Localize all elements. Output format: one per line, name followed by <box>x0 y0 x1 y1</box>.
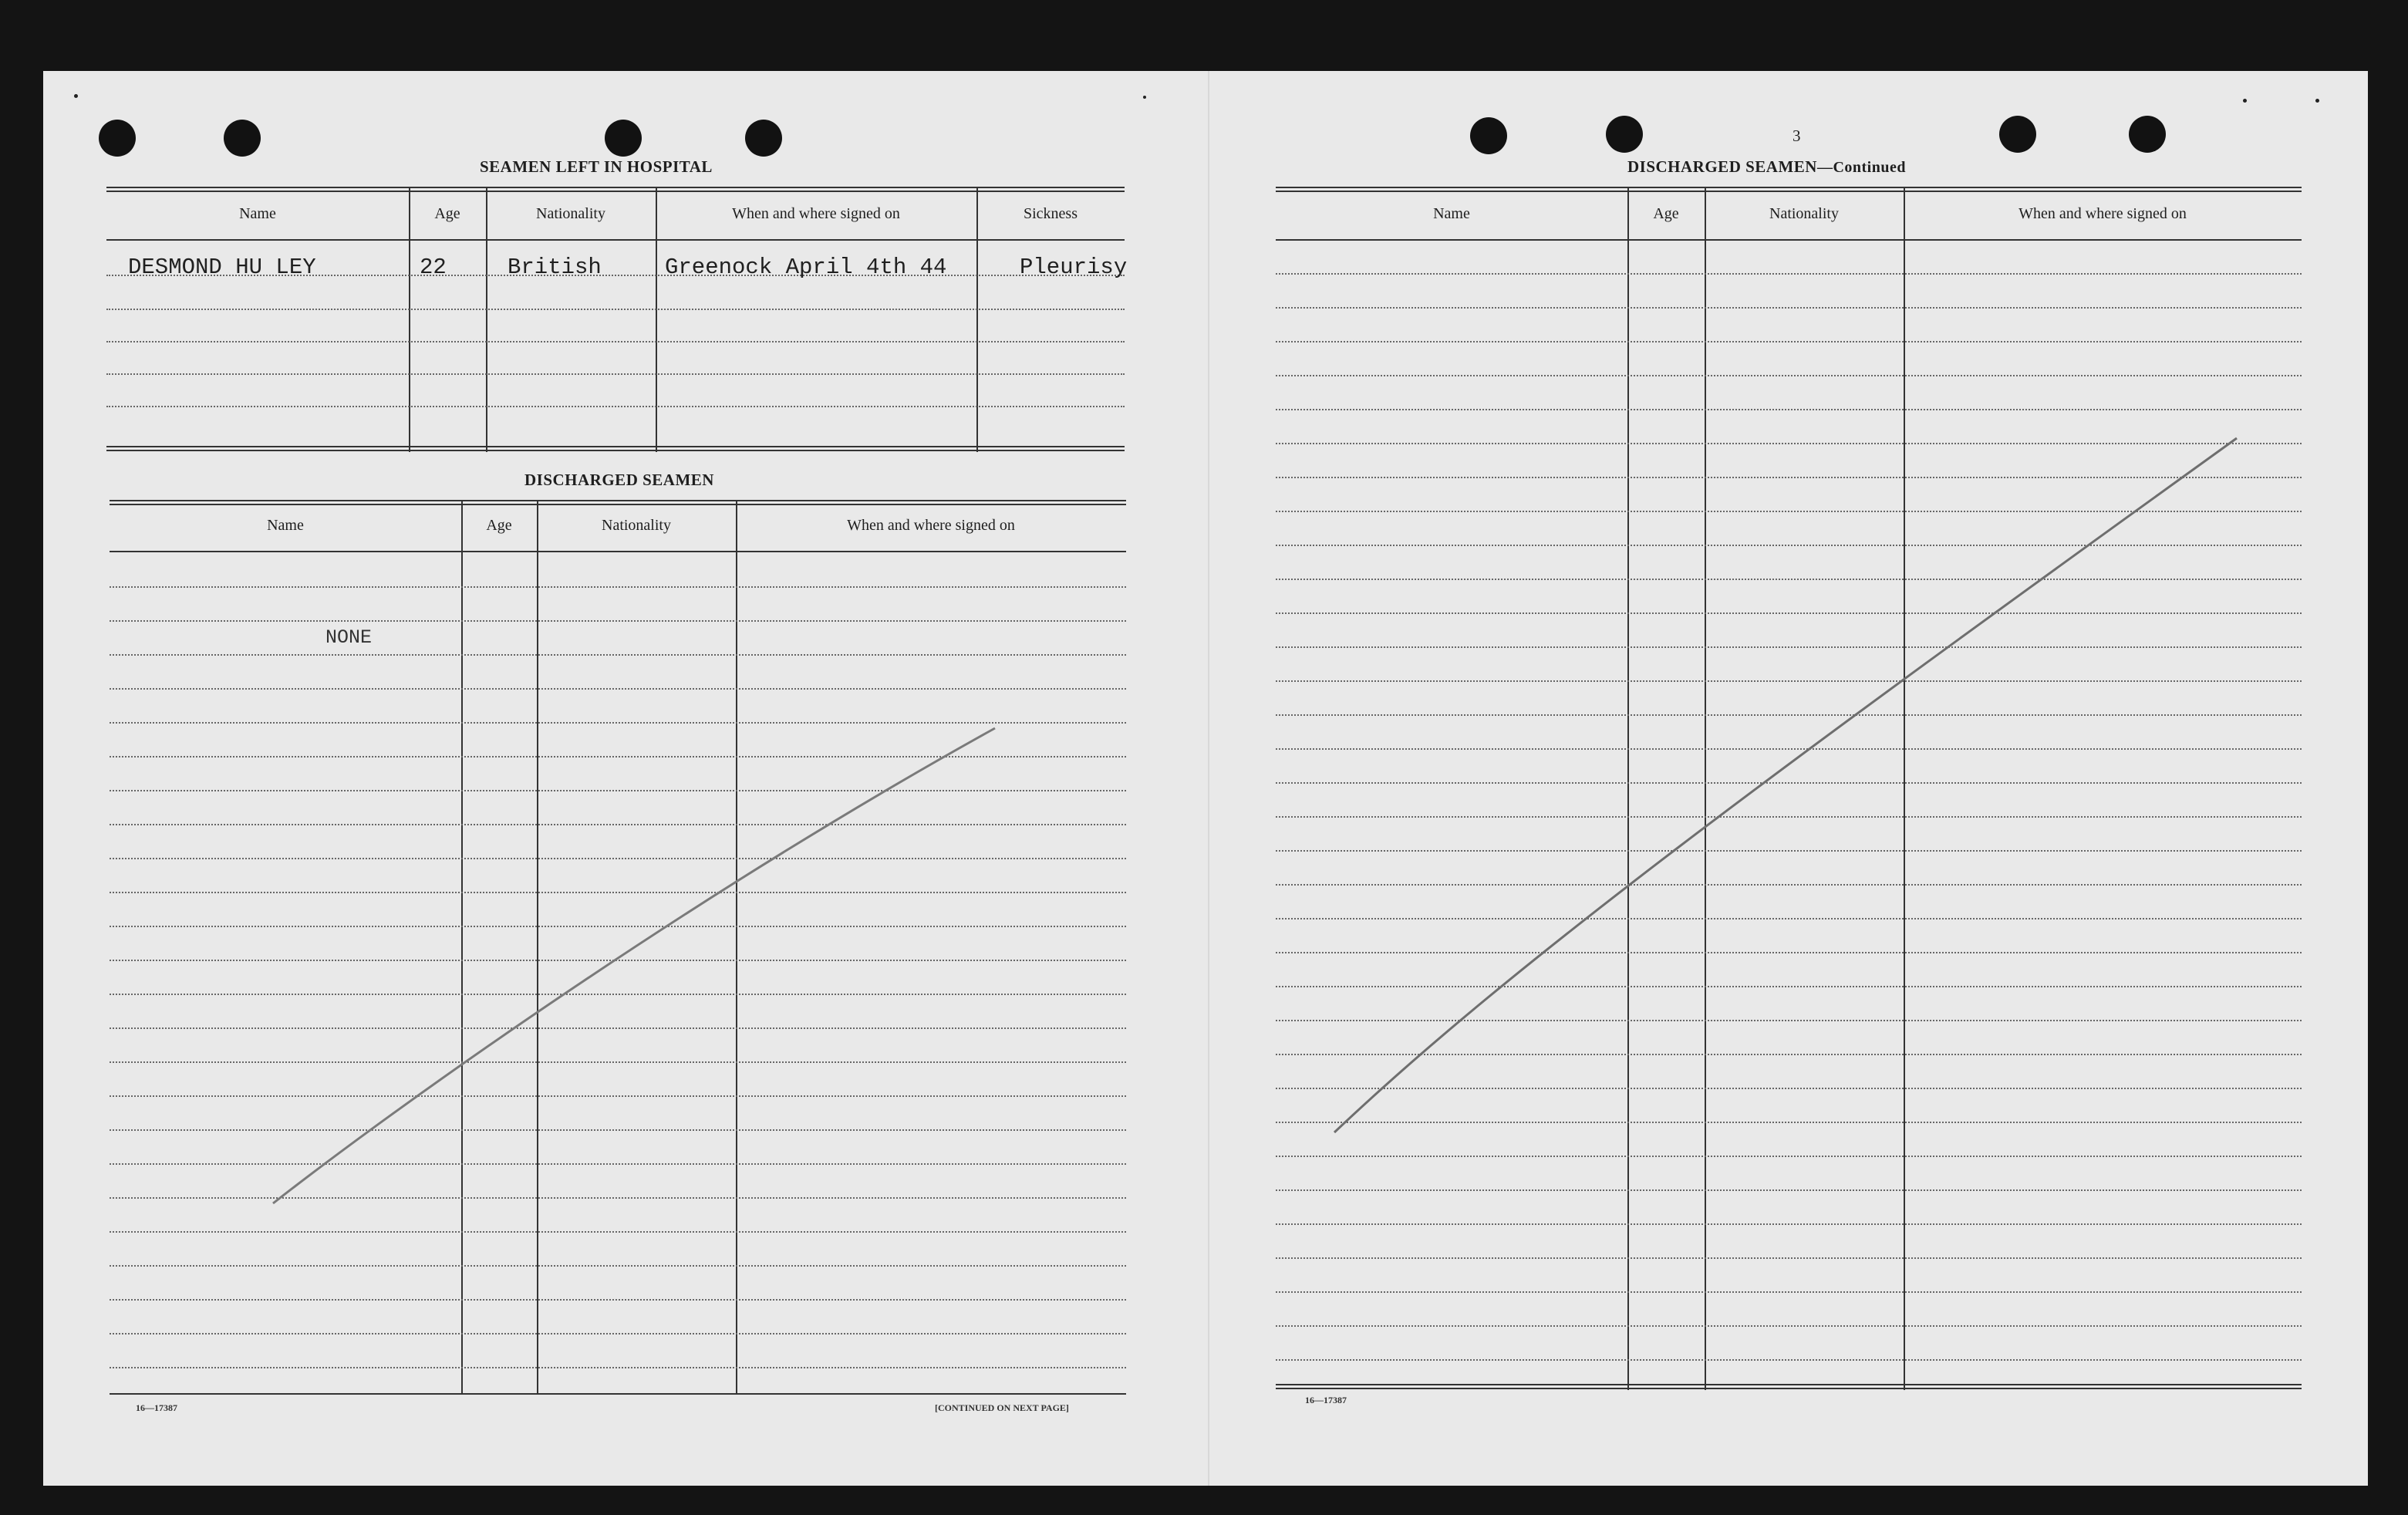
seaman-nationality: British <box>508 255 602 280</box>
column-header-signed-on: When and where signed on <box>847 517 1015 534</box>
heading-main: DISCHARGED SEAMEN <box>1627 157 1817 176</box>
column-header-age: Age <box>434 205 460 222</box>
column-header-name: Name <box>239 205 276 222</box>
form-number: 16—17387 <box>1305 1395 1347 1405</box>
seaman-name: DESMOND HU LEY <box>128 255 316 280</box>
column-header-nationality: Nationality <box>602 517 671 534</box>
column-header-nationality: Nationality <box>1769 205 1839 222</box>
hospital-heading: SEAMEN LEFT IN HOSPITAL <box>480 157 713 176</box>
page-number: 3 <box>1793 127 1801 145</box>
discharged-heading: DISCHARGED SEAMEN <box>524 471 714 489</box>
seaman-age: 22 <box>420 255 447 280</box>
pencil-stroke-left <box>273 728 995 1203</box>
column-header-name: Name <box>1433 205 1470 222</box>
column-header-sickness: Sickness <box>1024 205 1078 222</box>
column-header-signed-on: When and where signed on <box>732 205 900 222</box>
column-header-age: Age <box>486 517 512 534</box>
form-number: 16—17387 <box>136 1402 177 1413</box>
seaman-sickness: Pleurisy <box>1020 255 1128 280</box>
continued-note: [CONTINUED ON NEXT PAGE] <box>935 1402 1069 1413</box>
column-header-nationality: Nationality <box>536 205 605 222</box>
seaman-signed-on: Greenock April 4th 44 <box>665 255 947 280</box>
column-header-age: Age <box>1653 205 1679 222</box>
column-header-signed-on: When and where signed on <box>2018 205 2187 222</box>
column-header-name: Name <box>267 517 304 534</box>
pencil-stroke-right <box>1334 438 2237 1132</box>
heading-suffix: —Continued <box>1816 159 1906 176</box>
none-entry: NONE <box>325 626 373 649</box>
